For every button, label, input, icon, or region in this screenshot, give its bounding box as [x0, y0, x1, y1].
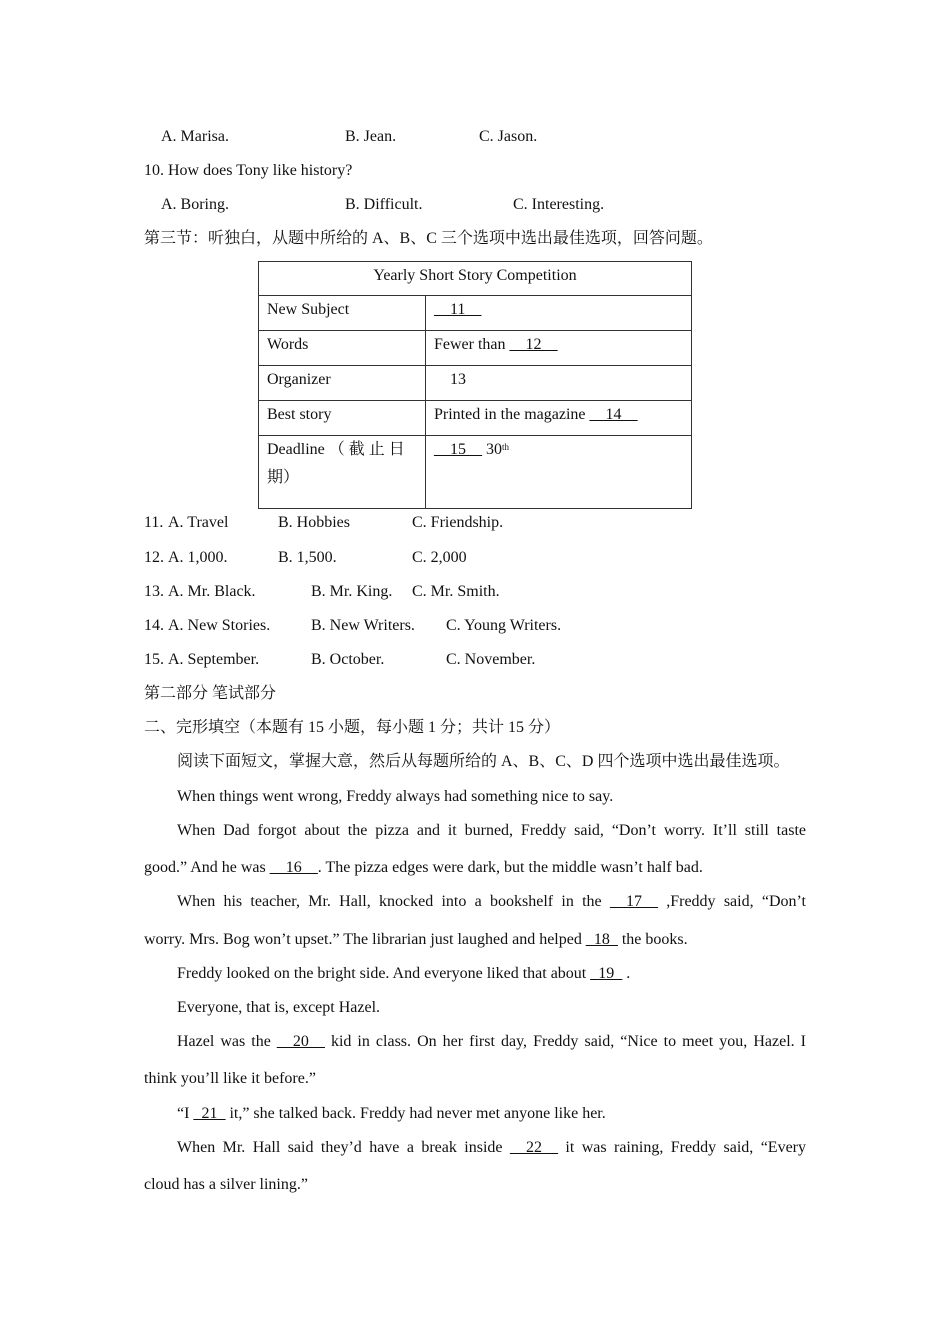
passage-p7: “I _21_ it,” she talked back. Freddy had never met anyone like her. — [177, 1105, 606, 1122]
table-value — [426, 366, 692, 401]
passage-p8-line1: When Mr. Hall said they’d have a break inside __22__ it was raining, Freddy said, “Every — [177, 1139, 807, 1156]
q10-option-c: C. Interesting. — [513, 196, 605, 213]
instruction: 阅读下面短文，掌握大意，然后从每题所给的 A、B、C、D 四个选项中选出最佳选项。 — [177, 753, 790, 770]
table-label: Words — [259, 331, 426, 366]
q9-option-a: A. Marisa. — [161, 128, 229, 145]
table-row — [259, 331, 692, 366]
section3-heading: 第三节：听独白，从题中所给的 A、B、C 三个选项中选出最佳选项，回答问题。 — [144, 230, 713, 247]
q13-option-c: C. Mr. Smith. — [412, 583, 500, 600]
q13-number: 13. — [144, 583, 164, 600]
q15-option-a: A. September. — [168, 651, 260, 668]
blank-15: __15__ — [434, 441, 482, 458]
table-value: Fewer than __12__ — [426, 331, 692, 366]
q9-option-b: B. Jean. — [345, 128, 397, 145]
blank-13: 13 — [450, 371, 466, 388]
table-value — [426, 296, 692, 331]
blank-19: _19_ — [590, 965, 623, 982]
q14-option-a: A. New Stories. — [168, 617, 271, 634]
q15-number: 15. — [144, 651, 164, 668]
table-value: Printed in the magazine __14__ — [426, 401, 692, 436]
q11-number: 11. — [144, 514, 164, 531]
competition-table — [258, 261, 692, 509]
section2-heading: 二、完形填空（本题有 15 小题，每小题 1 分；共计 15 分） — [144, 719, 561, 736]
q14-option-c: C. Young Writers. — [446, 617, 562, 634]
table-row — [259, 366, 692, 401]
table-row — [259, 296, 692, 331]
q11-option-a: A. Travel — [168, 514, 229, 531]
table-label: Deadline （ 截 止 日 期） — [259, 436, 426, 509]
table-label: Best story — [259, 401, 426, 436]
blank-22: __22__ — [509, 1139, 558, 1156]
table-row — [259, 401, 692, 436]
q10-question: 10. How does Tony like history? — [144, 162, 353, 179]
q10-option-b: B. Difficult. — [345, 196, 423, 213]
blank-18: _18_ — [585, 931, 618, 948]
blank-21: _21_ — [193, 1105, 226, 1122]
q11-option-b: B. Hobbies — [278, 514, 350, 531]
q9-option-c: C. Jason. — [479, 128, 538, 145]
q10-option-a: A. Boring. — [161, 196, 229, 213]
q14-option-b: B. New Writers. — [311, 617, 415, 634]
passage-p6-line2: think you’ll like it before.” — [144, 1070, 316, 1087]
q13-option-b: B. Mr. King. — [311, 583, 393, 600]
blank-20: __20__ — [276, 1033, 325, 1050]
part2-heading: 第二部分 笔试部分 — [144, 685, 277, 702]
blank-11: __11__ — [434, 301, 482, 318]
q12-number: 12. — [144, 549, 164, 566]
table-title: Yearly Short Story Competition — [259, 262, 692, 296]
passage-p3-line2: worry. Mrs. Bog won’t upset.” The librarian just laughed and helped _18_ the books. — [144, 931, 688, 948]
q15-option-c: C. November. — [446, 651, 536, 668]
passage-p2-line1: When Dad forgot about the pizza and it burned, Freddy said, “Don’t worry. It’ll still taste — [177, 822, 806, 839]
q11-option-c: C. Friendship. — [412, 514, 504, 531]
blank-16: __16__ — [269, 859, 318, 876]
table-value: __15__ 30th — [426, 436, 692, 509]
q15-option-b: B. October. — [311, 651, 385, 668]
blank-17: __17__ — [609, 893, 658, 910]
passage-p2-line2: good.” And he was __16__. The pizza edges were dark, but the middle wasn’t half bad. — [144, 859, 703, 876]
blank-14: __14__ — [589, 406, 638, 423]
passage-p4: Freddy looked on the bright side. And everyone liked that about _19_ . — [177, 965, 631, 982]
table-label: New Subject — [259, 296, 426, 331]
q12-option-b: B. 1,500. — [278, 549, 337, 566]
blank-12: __12__ — [509, 336, 558, 353]
passage-p1: When things went wrong, Freddy always had something nice to say. — [177, 788, 614, 805]
passage-p3-line1: When his teacher, Mr. Hall, knocked into a bookshelf in the __17__ ,Freddy said, “Don’t — [177, 893, 806, 910]
passage-p5: Everyone, that is, except Hazel. — [177, 999, 381, 1016]
passage-p6-line1: Hazel was the __20__ kid in class. On her first day, Freddy said, “Nice to meet you, Hazel. I — [177, 1033, 807, 1050]
q12-option-a: A. 1,000. — [168, 549, 228, 566]
q13-option-a: A. Mr. Black. — [168, 583, 256, 600]
table-row — [259, 436, 692, 509]
table-label: Organizer — [259, 366, 426, 401]
q12-option-c: C. 2,000 — [412, 549, 467, 566]
q14-number: 14. — [144, 617, 164, 634]
passage-p8-line2: cloud has a silver lining.” — [144, 1176, 308, 1193]
